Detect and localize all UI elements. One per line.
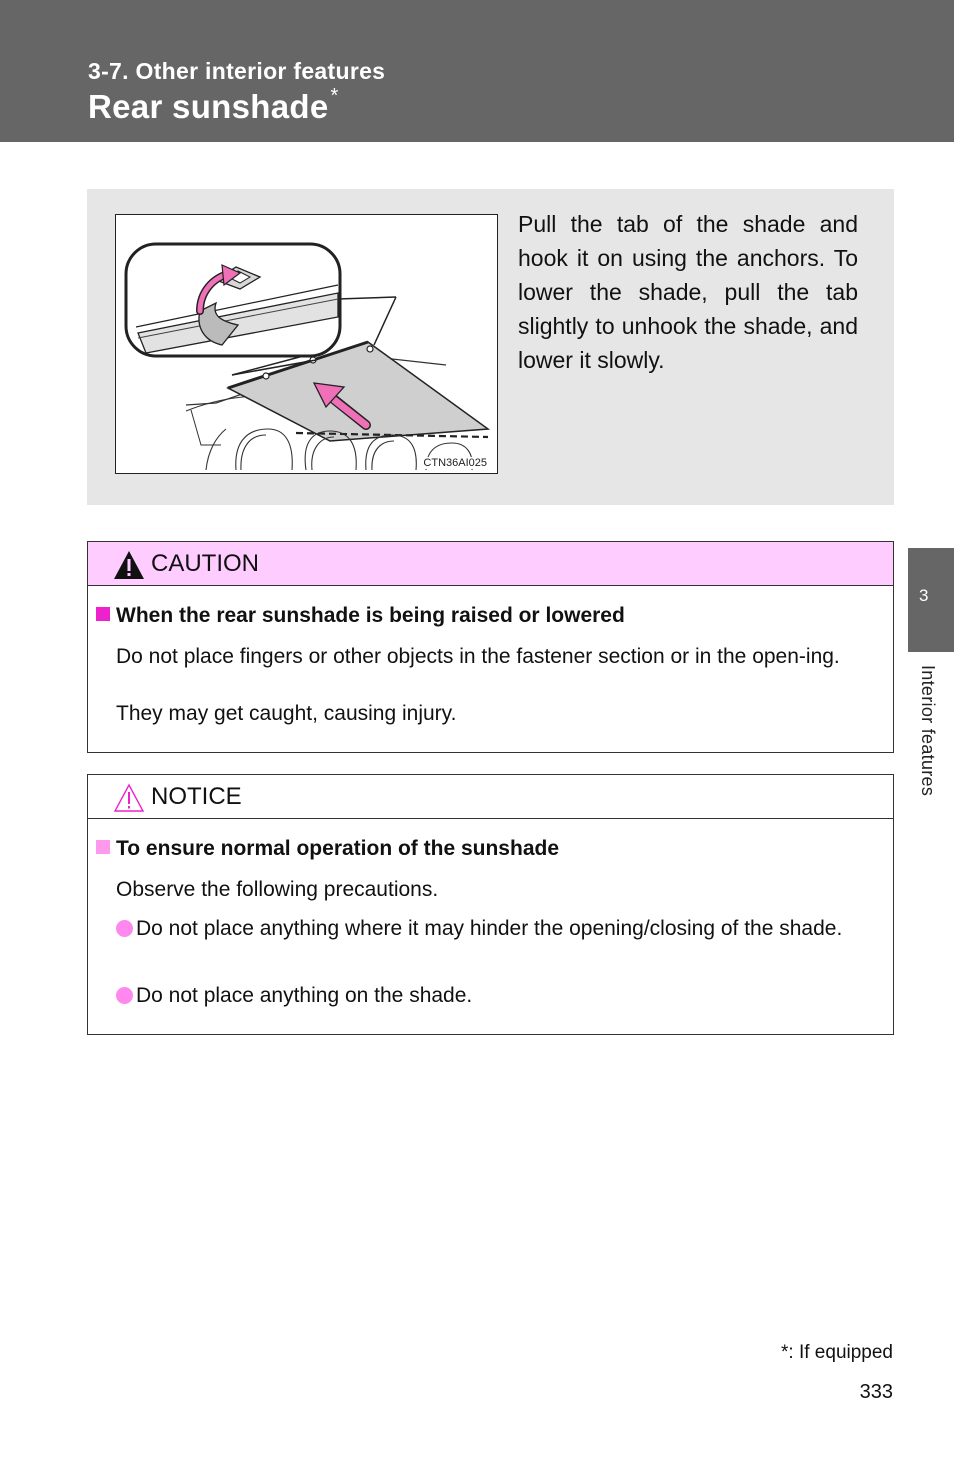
section-label: 3-7. Other interior features [88, 58, 386, 84]
page-header [0, 0, 954, 142]
notice-bullet-1-text: Do not place anything where it may hinder the opening/closing of the shade. [136, 917, 843, 940]
notice-label: NOTICE [151, 783, 242, 810]
notice-box [87, 774, 894, 1035]
caution-box [87, 541, 894, 753]
notice-header [88, 775, 893, 819]
sunshade-drawing [116, 215, 497, 473]
warning-triangle-icon [113, 550, 145, 580]
chapter-label: Interior features [918, 665, 938, 797]
page-title [88, 85, 339, 126]
notice-triangle-icon [113, 783, 145, 813]
figure-panel [87, 189, 894, 505]
caution-label: CAUTION [151, 550, 259, 577]
caution-heading-text: When the rear sunshade is being raised or lowered [116, 604, 625, 627]
caution-heading [96, 604, 625, 628]
notice-bullet-2-text: Do not place anything on the shade. [136, 984, 473, 1007]
if-equipped-mark: * [330, 85, 339, 107]
square-bullet-icon [96, 607, 110, 621]
title-text: Rear sunshade [88, 88, 329, 125]
notice-intro: Observe the following precautions. [116, 878, 439, 901]
sunshade-illustration [115, 214, 498, 474]
instruction-text: Pull the tab of the shade and hook it on using the anchors. To lower the shade, pull the tab slightly to unhook the shade, and lower it slowly. [518, 211, 858, 373]
notice-bullet-1 [116, 914, 884, 943]
figure-code: CTN36AI025 [423, 457, 487, 469]
chapter-tab [908, 548, 954, 652]
caution-text-2: They may get caught, causing injury. [116, 702, 457, 725]
square-bullet-icon [96, 840, 110, 854]
page-number: 333 [859, 1381, 893, 1403]
caution-text-1: Do not place fingers or other objects in the fastener section or in the open-ing. [116, 645, 840, 668]
notice-bullet-2 [116, 981, 884, 1010]
chapter-number: 3 [919, 586, 929, 605]
circle-bullet-icon [116, 920, 133, 937]
footnote: *: If equipped [781, 1342, 893, 1363]
caution-header [88, 542, 893, 586]
notice-heading [96, 837, 559, 861]
circle-bullet-icon [116, 987, 133, 1004]
notice-heading-text: To ensure normal operation of the sunshade [116, 837, 559, 860]
